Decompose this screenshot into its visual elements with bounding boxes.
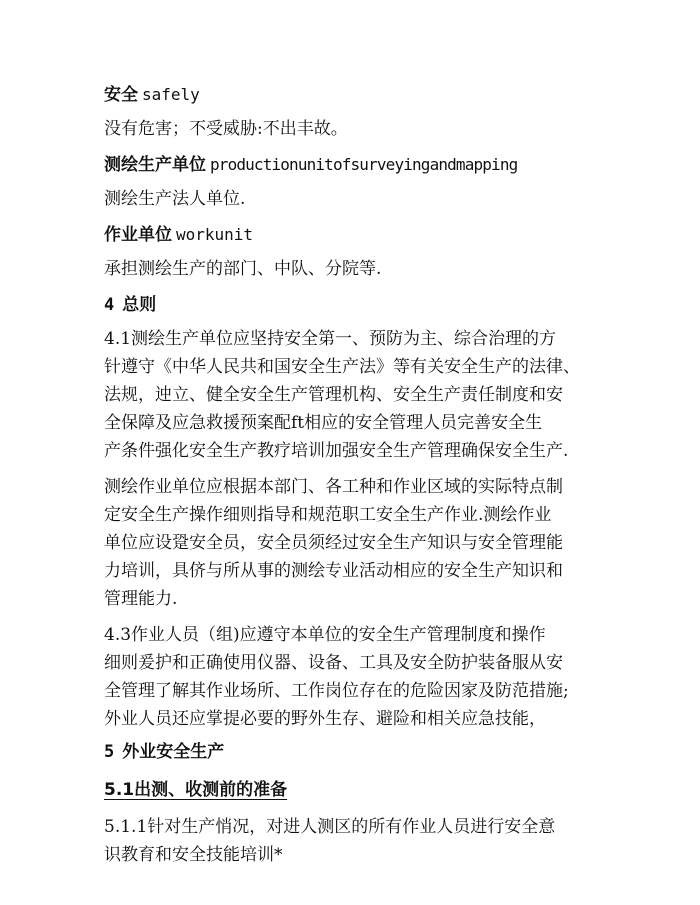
term-work-unit-definition: 承担测绘生产的部门、中队、分院等. [104, 259, 382, 279]
paragraph-line: 外业人员还应掌提必要的野外生存、避险和相关应急技能， [104, 709, 546, 729]
paragraph-5-1-1 [104, 813, 624, 869]
paragraph-line: 针遵守《中华人民共和国安全生产法》等有关安全生产的法律、 [104, 357, 580, 377]
section-4-heading [104, 294, 624, 316]
paragraph-line: 细则爰护和正确使用仪器、设备、工具及安全防护装备服从安 [104, 653, 563, 673]
document-body [104, 84, 624, 869]
paragraph-line: 识教育和安全技能培训* [104, 845, 283, 865]
term-work-unit [104, 224, 624, 246]
paragraph-line: 5.1.1针对生产悄况，对进人测区的所有作业人员进行安全意 [104, 817, 556, 837]
paragraph-line: 全管理了解其作业场所、工作岗位存在的危险因家及防范措施; [104, 681, 569, 701]
term-production-unit-chinese: 测绘生产单位 [104, 155, 206, 175]
paragraph-line: 产条件强化安全生产教疗培训加强安全生产管理确保安全生产. [104, 441, 569, 461]
paragraph-line: 力培训，具侪与所从事的测绘专业活动相应的安全生产知识和 [104, 561, 563, 581]
paragraph-line: 法规，迚立、健全安全生产管理机构、安全生产责任制度和安 [104, 385, 563, 405]
paragraph-4-1 [104, 325, 624, 465]
term-work-unit-chinese: 作业单位 [104, 225, 172, 245]
term-safely-english: safely [142, 85, 200, 104]
section-4-title: 总则 [122, 295, 157, 315]
section-4-number: 4 [104, 295, 115, 315]
paragraph-line: 4.1测绘生产单位应坚持安全第一、预防为主、综合治理的方 [104, 329, 557, 349]
term-work-unit-english: workunit [176, 225, 254, 244]
paragraph-line: 测绘作业单位应根据本部门、各工种和作业区域的实际特点制 [104, 477, 563, 497]
section-5-number: 5 [104, 742, 115, 762]
term-production-unit-english: productionunitofsurveyingandmapping [210, 155, 518, 174]
term-safely [104, 84, 624, 106]
section-5-heading [104, 741, 624, 763]
term-safely-chinese: 安全 [104, 85, 138, 105]
term-safely-definition: 没有危害；不受威胁:不出丰故。 [104, 119, 348, 139]
paragraph-line: 定安全生产操作细则指导和规范职工安全生产作业.测绘作业 [104, 505, 552, 525]
paragraph-4-2 [104, 473, 624, 613]
section-5-1-heading: 5.1出测、收测前的准备 [104, 780, 288, 800]
paragraph-line: 管理能力. [104, 589, 178, 609]
term-production-unit [104, 154, 624, 176]
paragraph-4-3 [104, 621, 624, 733]
term-production-unit-definition: 测绘生产法人单位. [104, 189, 246, 209]
section-5-title: 外业安全生产 [122, 742, 225, 762]
paragraph-line: 4.3作业人员（组)应遵守本单位的安全生产管理制度和操作 [104, 625, 546, 645]
paragraph-line: 单位应设跫安全员，安全员须经过安全生产知识与安全管理能 [104, 533, 563, 553]
paragraph-line: 全保障及应急救援预案配ft相应的安全管理人员完善安全生 [104, 413, 543, 433]
